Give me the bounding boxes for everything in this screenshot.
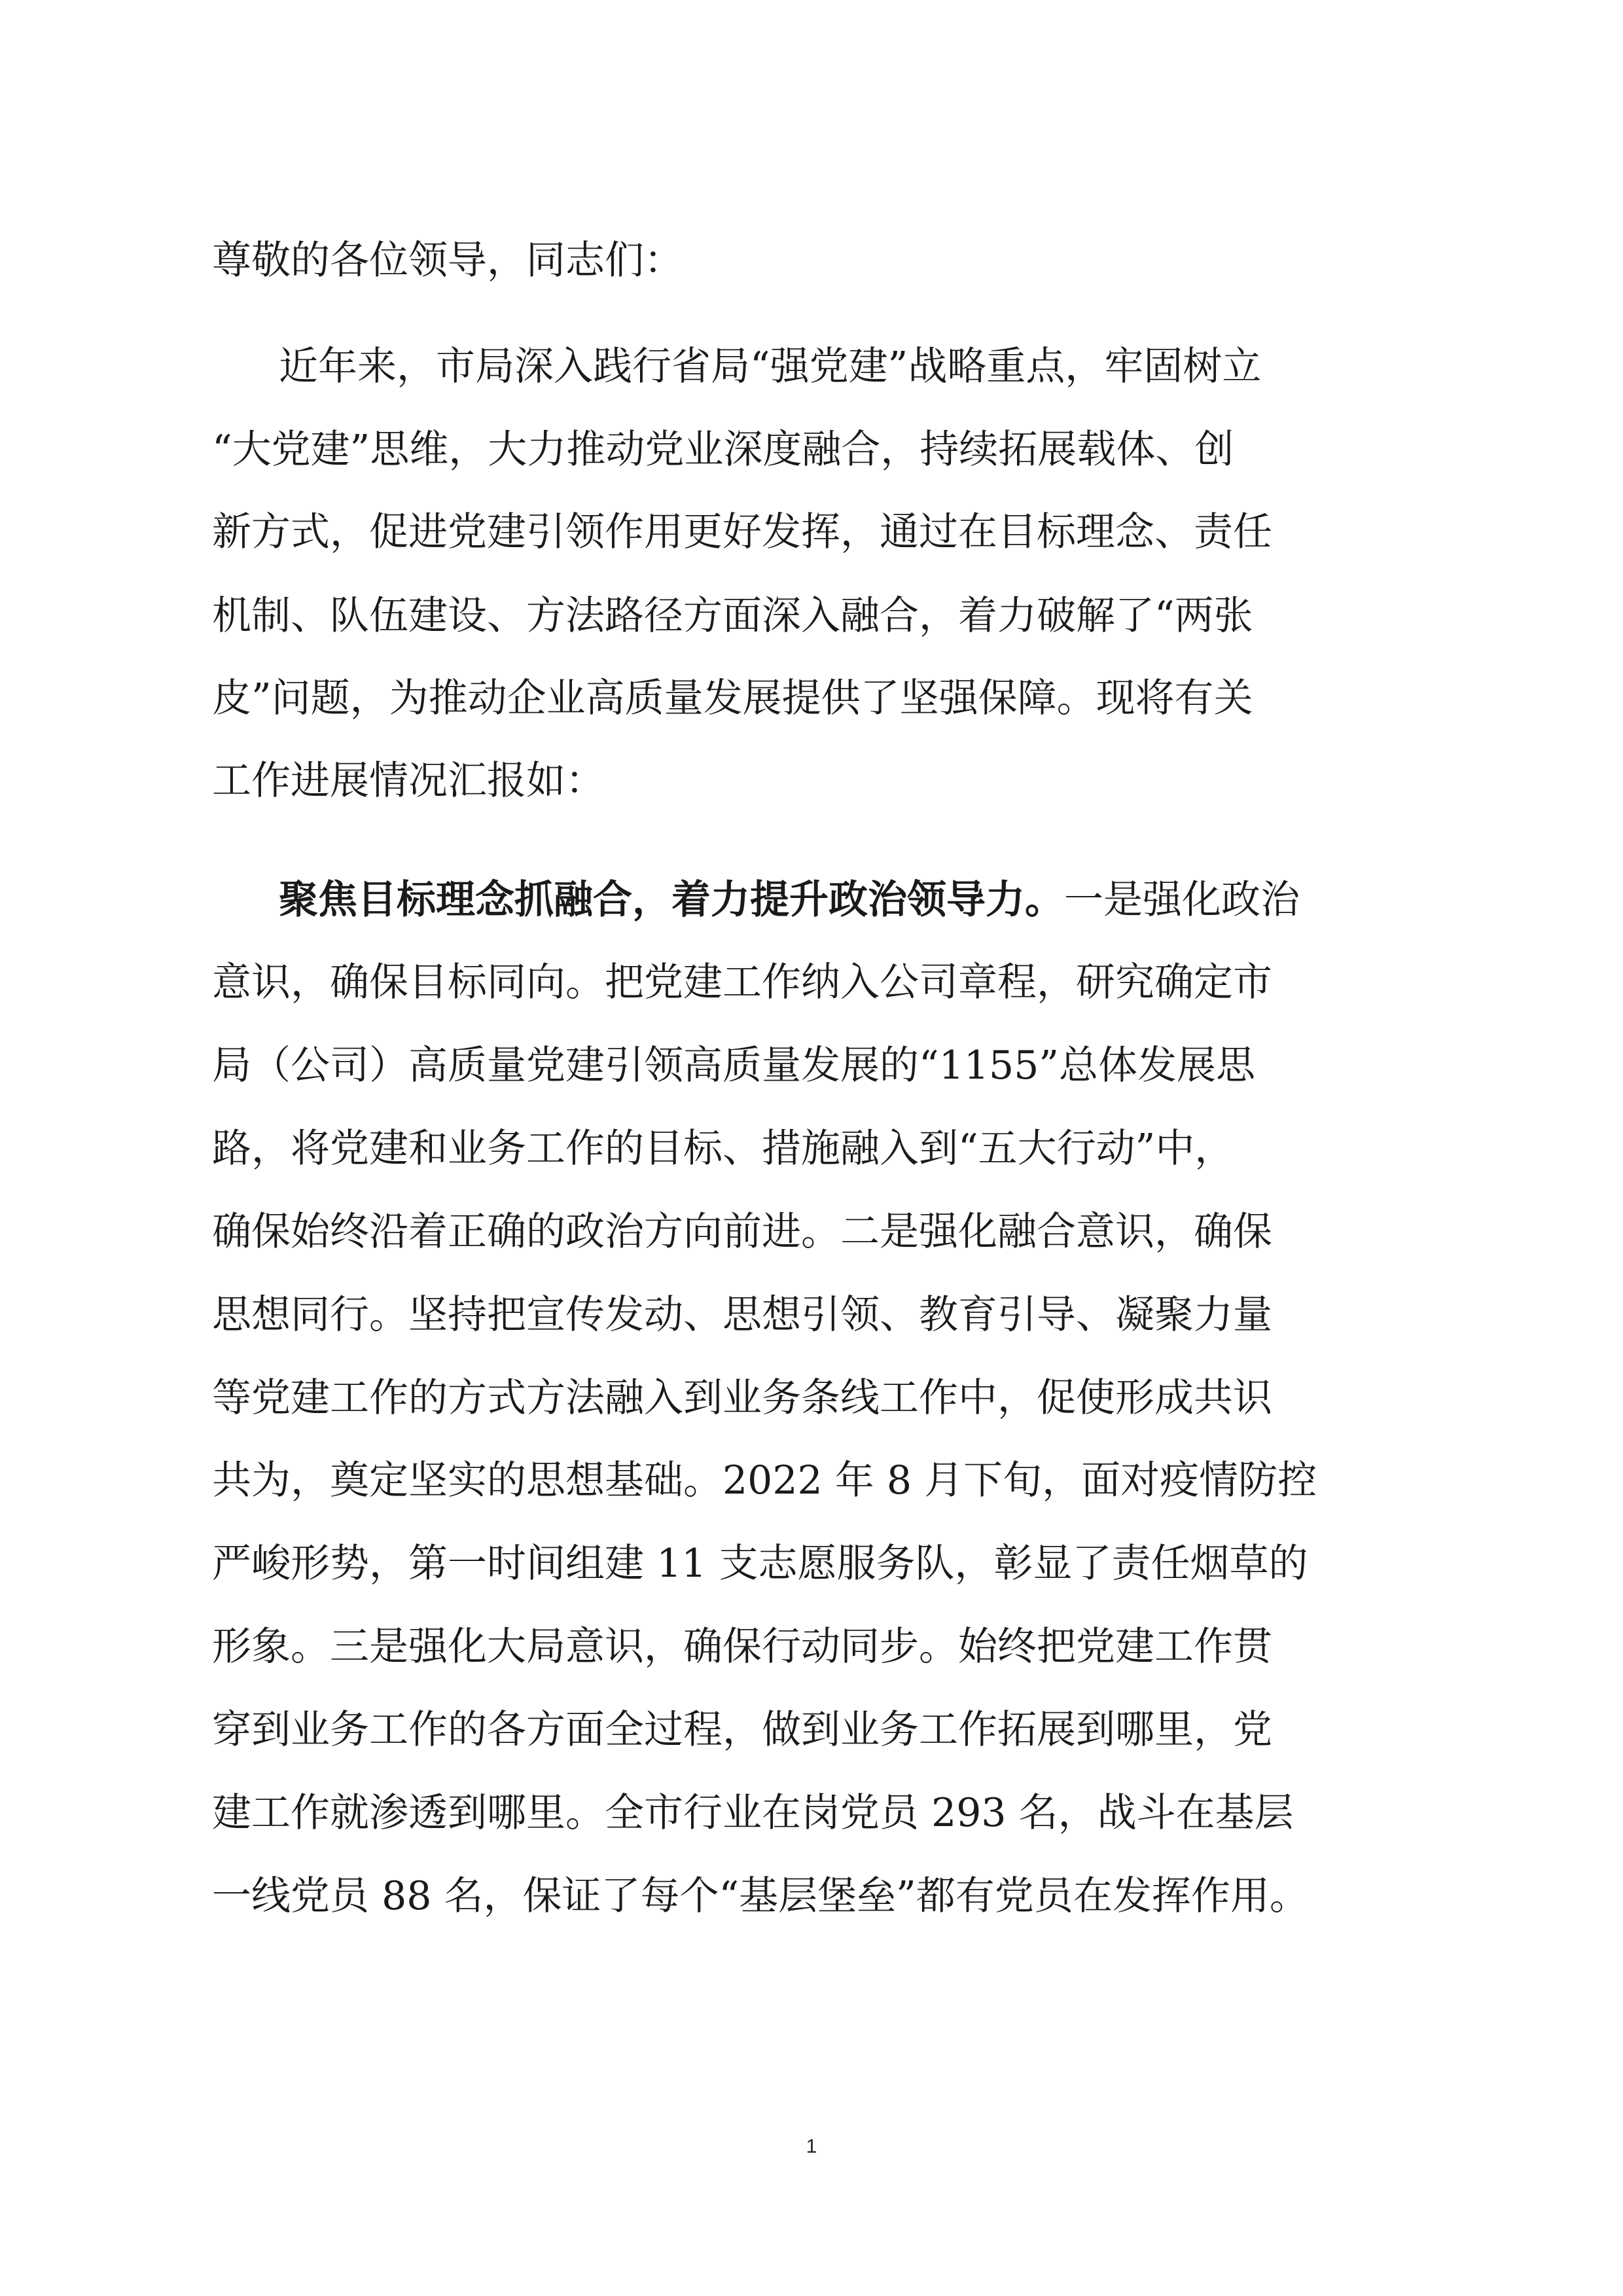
- paragraph-line: 机制、队伍建设、方法路径方面深入融合，着力破解了“两张: [212, 593, 1253, 639]
- paragraph-line: 严峻形势，第一时间组建 11 支志愿服务队，彰显了责任烟草的: [212, 1541, 1308, 1587]
- paragraph-line: 穿到业务工作的各方面全过程，做到业务工作拓展到哪里，党: [212, 1707, 1272, 1753]
- paragraph-line: 局（公司）高质量党建引领高质量发展的“1155”总体发展思: [212, 1043, 1256, 1088]
- paragraph-line: 形象。三是强化大局意识，确保行动同步。始终把党建工作贯: [212, 1624, 1272, 1670]
- paragraph-line: 建工作就渗透到哪里。全市行业在岗党员 293 名，战斗在基层: [212, 1790, 1294, 1836]
- paragraph-line: “大党建”思维，大力推动党业深度融合，持续拓展载体、创: [212, 427, 1234, 473]
- paragraph-line: 皮”问题，为推动企业高质量发展提供了坚强保障。现将有关: [212, 675, 1253, 721]
- section-heading: 聚焦目标理念抓融合，着力提升政治领导力。: [279, 877, 1064, 923]
- paragraph-line: 思想同行。坚持把宣传发动、思想引领、教育引导、凝聚力量: [212, 1292, 1272, 1338]
- paragraph-line: [279, 874, 1300, 926]
- paragraph-line: 路，将党建和业务工作的目标、措施融入到“五大行动”中，: [212, 1126, 1234, 1172]
- paragraph-line: 意识，确保目标同向。把党建工作纳入公司章程，研究确定市: [212, 960, 1272, 1005]
- paragraph-line: 新方式，促进党建引领作用更好发挥，通过在目标理念、责任: [212, 509, 1272, 555]
- section-first-line-text: 一是强化政治: [1064, 877, 1300, 923]
- paragraph-line: 一线党员 88 名，保证了每个“基层堡垒”都有党员在发挥作用。: [212, 1873, 1309, 1919]
- paragraph-line: 确保始终沿着正确的政治方向前进。二是强化融合意识，确保: [212, 1209, 1272, 1255]
- paragraph-line: 等党建工作的方式方法融入到业务条线工作中，促使形成共识: [212, 1375, 1272, 1421]
- paragraph-line: 共为，奠定坚实的思想基础。2022 年 8 月下旬，面对疫情防控: [212, 1458, 1317, 1503]
- paragraph-line: 工作进展情况汇报如：: [212, 758, 605, 804]
- paragraph-line: 近年来，市局深入践行省局“强党建”战略重点，牢固树立: [279, 344, 1262, 389]
- page-number: 1: [806, 2136, 817, 2157]
- salutation: 尊敬的各位领导，同志们：: [212, 238, 683, 283]
